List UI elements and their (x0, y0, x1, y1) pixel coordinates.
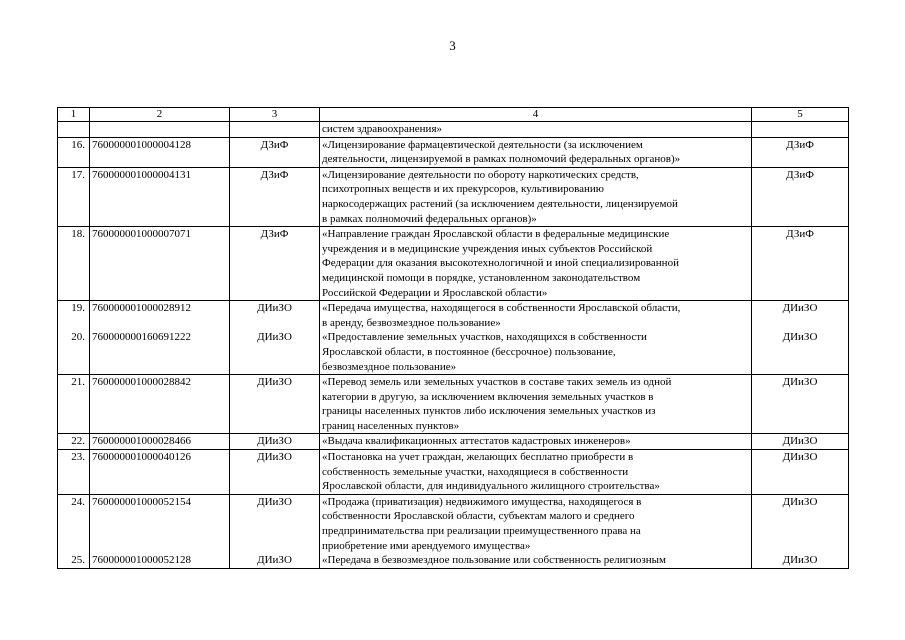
responsible-department: ДИиЗО (752, 553, 849, 568)
department: ДЗиФ (230, 167, 320, 226)
responsible-department: ДИиЗО (752, 330, 849, 374)
table-row (58, 167, 849, 226)
row-number: 16. (58, 137, 90, 167)
department: ДИиЗО (230, 375, 320, 434)
service-code: 760000001000028842 (90, 375, 230, 434)
service-name: «Передача имущества, находящегося в собственности Ярославской области, в аренду, безвозмездное пользование» (320, 301, 752, 331)
service-name: «Лицензирование деятельности по обороту наркотических средств, психотропных веществ и их прекурсоров, культивированию наркосодержащих растений (за исключением деятельности, лицензируемой в рамках полномочий федеральных органов)» (320, 167, 752, 226)
service-name: «Направление граждан Ярославской области в федеральные медицинские учреждения и в медицинские учреждения иных субъектов Российской Федерации для оказания высокотехнологичной и иной специализированной медицинской помощи в порядке, установленном законодательством Российской Федерации и Ярославской области» (320, 227, 752, 301)
responsible-department: ДИиЗО (752, 450, 849, 495)
service-code: 760000000160691222 (90, 330, 230, 374)
table-row (58, 301, 849, 331)
department: ДИиЗО (230, 301, 320, 331)
service-name: «Лицензирование фармацевтической деятельности (за исключением деятельности, лицензируемой в рамках полномочий федеральных органов)» (320, 137, 752, 167)
header-cell-5: 5 (752, 108, 849, 122)
header-cell-2: 2 (90, 108, 230, 122)
services-table (57, 107, 849, 569)
row-number: 20. (58, 330, 90, 374)
department: ДИиЗО (230, 450, 320, 495)
department: ДИиЗО (230, 330, 320, 374)
table-row (58, 330, 849, 374)
header-cell-3: 3 (230, 108, 320, 122)
service-name: «Передача в безвозмездное пользование или собственность религиозным (320, 553, 752, 568)
responsible-department: ДИиЗО (752, 494, 849, 553)
row-number: 17. (58, 167, 90, 226)
table-row (58, 450, 849, 495)
department: ДИиЗО (230, 553, 320, 568)
service-code: 760000001000052154 (90, 494, 230, 553)
responsible-department: ДИиЗО (752, 434, 849, 450)
department: ДИиЗО (230, 434, 320, 450)
table-row (58, 553, 849, 568)
row-number: 18. (58, 227, 90, 301)
service-name: «Выдача квалификационных аттестатов кадастровых инженеров» (320, 434, 752, 450)
responsible-department: ДИиЗО (752, 301, 849, 331)
row-number: 19. (58, 301, 90, 331)
service-code: 760000001000040126 (90, 450, 230, 495)
header-row (58, 108, 849, 122)
department: ДИиЗО (230, 494, 320, 553)
service-name: «Постановка на учет граждан, желающих бесплатно приобрести в собственность земельные участки, находящиеся в собственности Ярославской области, для индивидуального жилищного строительства» (320, 450, 752, 495)
header-cell-4: 4 (320, 108, 752, 122)
service-code: 760000001000028912 (90, 301, 230, 331)
page-number: 3 (449, 38, 456, 53)
continuation-text: систем здравоохранения» (320, 122, 752, 138)
service-name: «Продажа (приватизация) недвижимого имущества, находящегося в собственности Ярославской области, субъектам малого и среднего предпринимательства при реализации преимущественного права на приобретение ими арендуемого имущества» (320, 494, 752, 553)
responsible-department: ДИиЗО (752, 375, 849, 434)
service-code: 760000001000052128 (90, 553, 230, 568)
service-name: «Предоставление земельных участков, находящихся в собственности Ярославской области, в постоянное (бессрочное) пользование, безвозмездное пользование» (320, 330, 752, 374)
row-number: 24. (58, 494, 90, 553)
service-name: «Перевод земель или земельных участков в составе таких земель из одной категории в другую, за исключением включения земельных участков в границы населенных пунктов либо исключения земельных участков из границ населенных пунктов» (320, 375, 752, 434)
row-number: 22. (58, 434, 90, 450)
header-cell-1: 1 (58, 108, 90, 122)
table-row (58, 494, 849, 553)
department: ДЗиФ (230, 227, 320, 301)
department: ДЗиФ (230, 137, 320, 167)
row-number: 25. (58, 553, 90, 568)
row-number: 21. (58, 375, 90, 434)
table-row (58, 137, 849, 167)
table-row (58, 227, 849, 301)
service-code: 760000001000004131 (90, 167, 230, 226)
continuation-row (58, 122, 849, 138)
service-code: 760000001000028466 (90, 434, 230, 450)
table-row (58, 434, 849, 450)
service-code: 760000001000004128 (90, 137, 230, 167)
responsible-department: ДЗиФ (752, 137, 849, 167)
row-number: 23. (58, 450, 90, 495)
responsible-department: ДЗиФ (752, 167, 849, 226)
table-row (58, 375, 849, 434)
responsible-department: ДЗиФ (752, 227, 849, 301)
service-code: 760000001000007071 (90, 227, 230, 301)
